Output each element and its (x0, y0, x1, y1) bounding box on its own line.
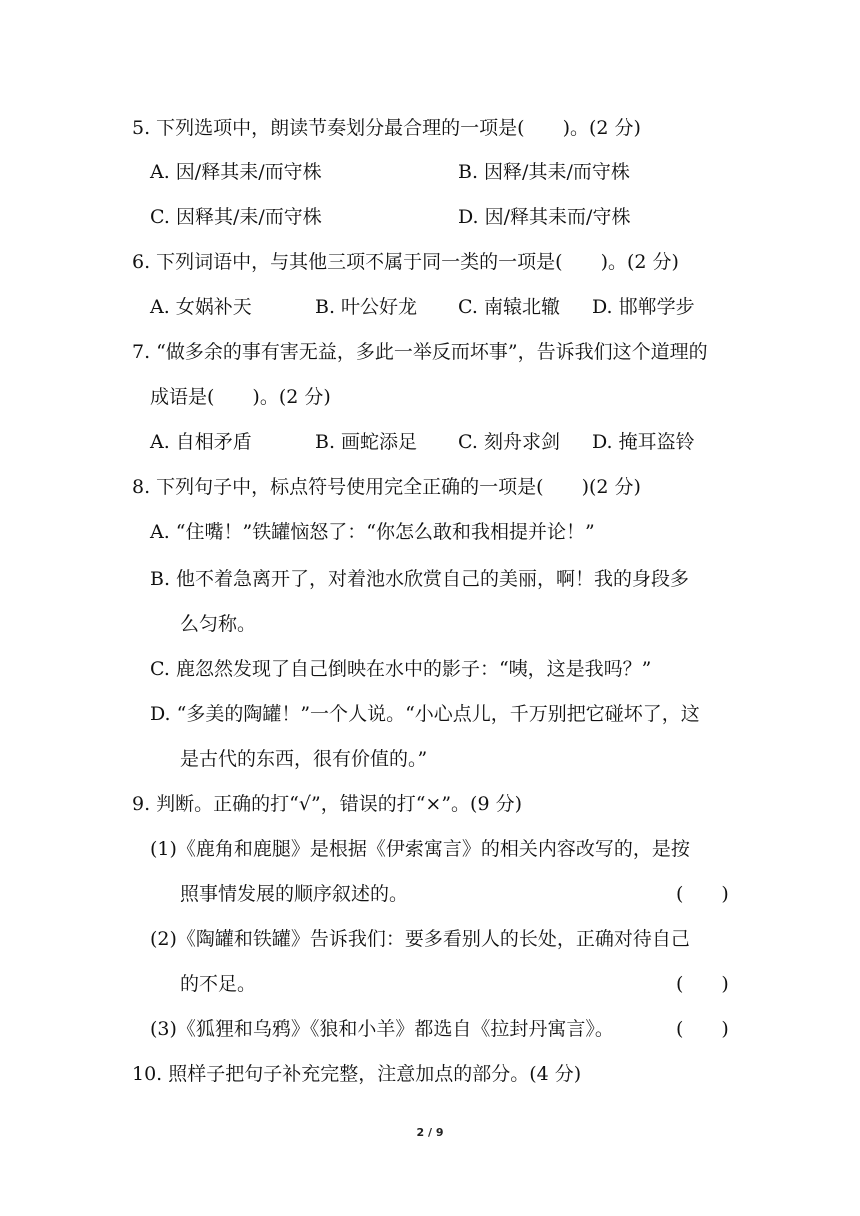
question-8-option-b-line2: 么匀称。 (180, 613, 257, 635)
question-8-option-a: A. “住嘴！”铁罐恼怒了：“你怎么敢和我相提并论！” (150, 521, 595, 543)
question-7-option-c: C. 刻舟求剑 (458, 431, 560, 453)
question-7-stem-line2: 成语是( )。(2 分) (150, 386, 331, 408)
question-9-item-1-line1: (1)《鹿角和鹿腿》是根据《伊索寓言》的相关内容改写的，是按 (150, 838, 690, 860)
question-8-stem: 8. 下列句子中，标点符号使用完全正确的一项是( )(2 分) (132, 476, 641, 498)
question-5-option-d: D. 因/释其耒而/守株 (458, 206, 631, 228)
question-5-option-c: C. 因释其/耒/而守株 (150, 206, 322, 228)
question-9-item-1-line2: 照事情发展的顺序叙述的。 (180, 883, 409, 905)
question-7-option-a: A. 自相矛盾 (150, 431, 252, 453)
question-9-item-2-answer-blank[interactable]: ( ) (676, 973, 729, 995)
question-6-option-a: A. 女娲补天 (150, 296, 252, 318)
question-5-option-b: B. 因释/其耒/而守株 (458, 161, 630, 183)
question-8-option-c: C. 鹿忽然发现了自己倒映在水中的影子：“咦，这是我吗？” (150, 658, 652, 680)
question-8-option-b-line1: B. 他不着急离开了，对着池水欣赏自己的美丽，啊！我的身段多 (150, 568, 690, 590)
page-number: 2 / 9 (416, 1126, 444, 1139)
question-7-option-d: D. 掩耳盗铃 (592, 431, 695, 453)
question-6-stem: 6. 下列词语中，与其他三项不属于同一类的一项是( )。(2 分) (132, 251, 679, 273)
question-6-option-d: D. 邯郸学步 (592, 296, 695, 318)
question-8-option-d-line1: D. “多美的陶罐！”一个人说。“小心点儿，千万别把它碰坏了，这 (150, 703, 700, 725)
question-9-item-3: (3)《狐狸和乌鸦》《狼和小羊》都选自《拉封丹寓言》。 (150, 1018, 614, 1040)
question-8-option-d-line2: 是古代的东西，很有价值的。” (180, 748, 428, 770)
question-5-option-a: A. 因/释其耒/而守株 (150, 161, 322, 183)
question-9-item-2-line1: (2)《陶罐和铁罐》告诉我们：要多看别人的长处，正确对待自己 (150, 928, 690, 950)
question-7-option-b: B. 画蛇添足 (315, 431, 418, 453)
question-10-stem: 10. 照样子把句子补充完整，注意加点的部分。(4 分) (132, 1063, 582, 1085)
question-9-item-2-line2: 的不足。 (180, 973, 257, 995)
question-6-option-b: B. 叶公好龙 (315, 296, 418, 318)
question-5-stem: 5. 下列选项中，朗读节奏划分最合理的一项是( )。(2 分) (132, 117, 641, 139)
question-9-item-1-answer-blank[interactable]: ( ) (676, 883, 729, 905)
question-9-item-3-answer-blank[interactable]: ( ) (676, 1018, 729, 1040)
question-7-stem-line1: 7. “做多余的事有害无益，多此一举反而坏事”，告诉我们这个道理的 (132, 341, 708, 363)
question-6-option-c: C. 南辕北辙 (458, 296, 560, 318)
question-9-stem: 9. 判断。正确的打“√”，错误的打“×”。(9 分) (132, 793, 523, 815)
